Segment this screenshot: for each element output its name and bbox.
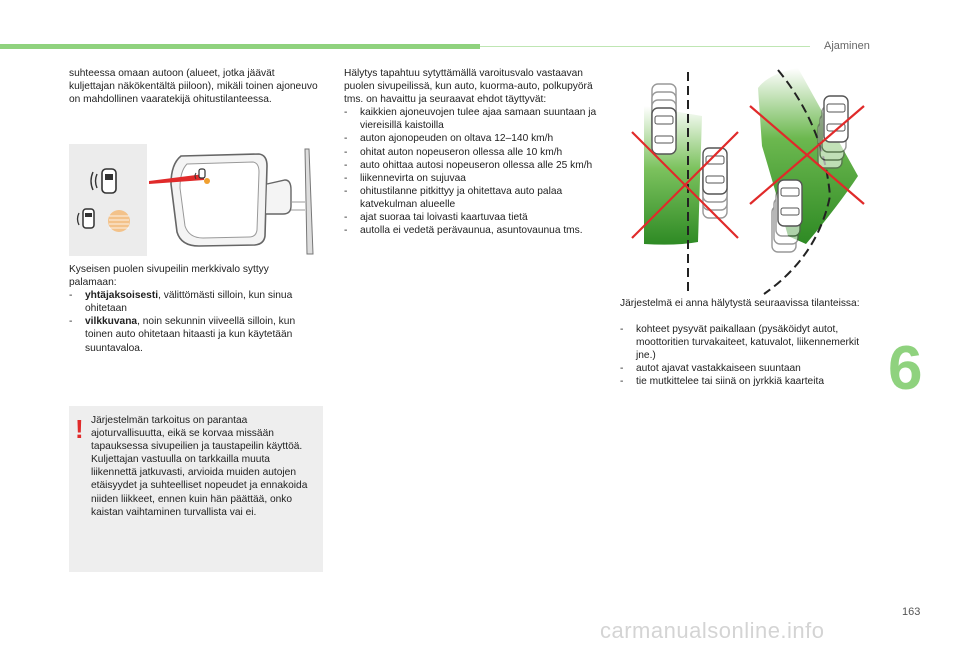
indicator-glow — [108, 210, 130, 232]
watermark: carmanualsonline.info — [600, 618, 825, 643]
list-item-text: autot ajavat vastakkaiseen suuntaan — [636, 363, 801, 375]
parked-car — [652, 108, 676, 154]
list-dash: - — [344, 133, 348, 145]
list-item-text: tie mutkittelee tai siinä on jyrkkiä kaarteita — [636, 376, 824, 388]
col1-intro: suhteessa omaan autoon (alueet, jotka jäävät kuljettajan näkökentältä piiloon), mikäli toinen ajoneuvo on mahdollinen vaaratekijä ohitustilanteessa. — [69, 68, 318, 106]
list-dash: - — [344, 212, 348, 224]
list-item — [344, 159, 602, 172]
list-item-text: ajat suoraa tai loivasti kaartuvaa tietä — [360, 212, 528, 224]
list-item — [344, 172, 602, 185]
alert-panel — [69, 144, 147, 256]
list-item-text: kaikkien ajoneuvojen tulee ajaa samaan suuntaan ja viereisillä kaistoilla — [360, 107, 597, 132]
list-item-bold: vilkkuvana — [85, 316, 138, 328]
warning-box — [69, 406, 323, 572]
col2 — [344, 67, 602, 237]
list-item — [69, 315, 319, 354]
no-alert-situations-diagram — [612, 66, 874, 296]
list-item — [69, 289, 319, 315]
list-dash: - — [69, 316, 73, 328]
col3-intro: Järjestelmä ei anna hälytystä seuraavissa tilanteissa: — [620, 298, 860, 309]
curve-car — [778, 180, 802, 226]
list-dash: - — [620, 363, 624, 375]
header-accent-bar — [0, 44, 480, 49]
header-rule — [480, 46, 810, 47]
list-dash: - — [344, 225, 348, 237]
mirror-indicator-illustration — [69, 144, 324, 256]
list-item — [344, 106, 602, 132]
list-item — [344, 211, 602, 224]
list-item-text: ohitat auton nopeuseron ollessa alle 10 km/h — [360, 146, 563, 158]
list-dash: - — [620, 324, 624, 336]
list-item — [620, 362, 870, 375]
list-dash: - — [344, 159, 348, 171]
warning-text: Järjestelmän tarkoitus on parantaa ajoturvallisuutta, eikä se korvaa missään tapauksessa sivupeilien ja taustapeilin käyttöä. Kuljettajan vastuulla on tarkkailla muuta liikennettä jatkuvasti, arvioida muiden autojen etäisyydet ja suhteelliset nopeudet ja ennakoida niiden liikkeet, ennen kuin hän päättää, onko kaistan vaihtaminen turvallista vai ei. — [91, 415, 308, 518]
exclamation-icon: ! — [75, 414, 84, 444]
list-item — [620, 375, 870, 388]
col2-intro: Hälytys tapahtuu sytyttämällä varoitusvalo vastaavan puolen sivupeilissä, kun auto, kuorma-auto, polkupyörä tms. on havaittu ja seuraavat ehdot täyttyvät: — [344, 68, 593, 106]
list-item — [620, 323, 870, 362]
list-item-text: , välittömästi silloin, kun sinua ohitetaan — [85, 290, 293, 315]
list-item-text: auto ohittaa autosi nopeuseron ollessa alle 25 km/h — [360, 159, 593, 171]
oncoming-car — [824, 96, 848, 142]
section-title: Ajaminen — [824, 40, 870, 52]
page-number: 163 — [902, 606, 921, 618]
list-dash: - — [344, 146, 348, 158]
side-mirror — [171, 149, 313, 254]
indicator-section — [69, 263, 319, 355]
list-item-bold: yhtäjaksoisesti — [85, 290, 159, 302]
list-item-text: kohteet pysyvät paikallaan (pysäköidyt autot, moottoritien turvakaiteet, katuvalot, liikennemerkit jne.) — [636, 324, 860, 362]
list-dash: - — [344, 185, 348, 197]
chapter-number: 6 — [888, 334, 923, 403]
list-dash: - — [620, 376, 624, 388]
list-item-text: ohitustilanne pitkittyy ja ohitettava auto palaa katvekulman alueelle — [360, 185, 563, 210]
indicator-intro: Kyseisen puolen sivupeilin merkkivalo syttyy palamaan: — [69, 264, 269, 289]
list-dash: - — [344, 107, 348, 119]
list-item-text: auton ajonopeuden on oltava 12–140 km/h — [360, 133, 554, 145]
list-item — [344, 146, 602, 159]
list-item — [344, 185, 602, 211]
list-item-text: liikennevirta on sujuvaa — [360, 172, 466, 184]
col3 — [620, 297, 870, 389]
list-dash: - — [344, 172, 348, 184]
list-item — [344, 132, 602, 145]
list-item-text: autolla ei vedetä perävaunua, asuntovaunua tms. — [360, 225, 583, 237]
list-item-text: , noin sekunnin viiveellä silloin, kun toinen auto ohitetaan hitaasti ja kun käytetään suuntavaloa. — [85, 316, 296, 354]
list-item — [344, 224, 602, 237]
list-dash: - — [69, 290, 73, 302]
